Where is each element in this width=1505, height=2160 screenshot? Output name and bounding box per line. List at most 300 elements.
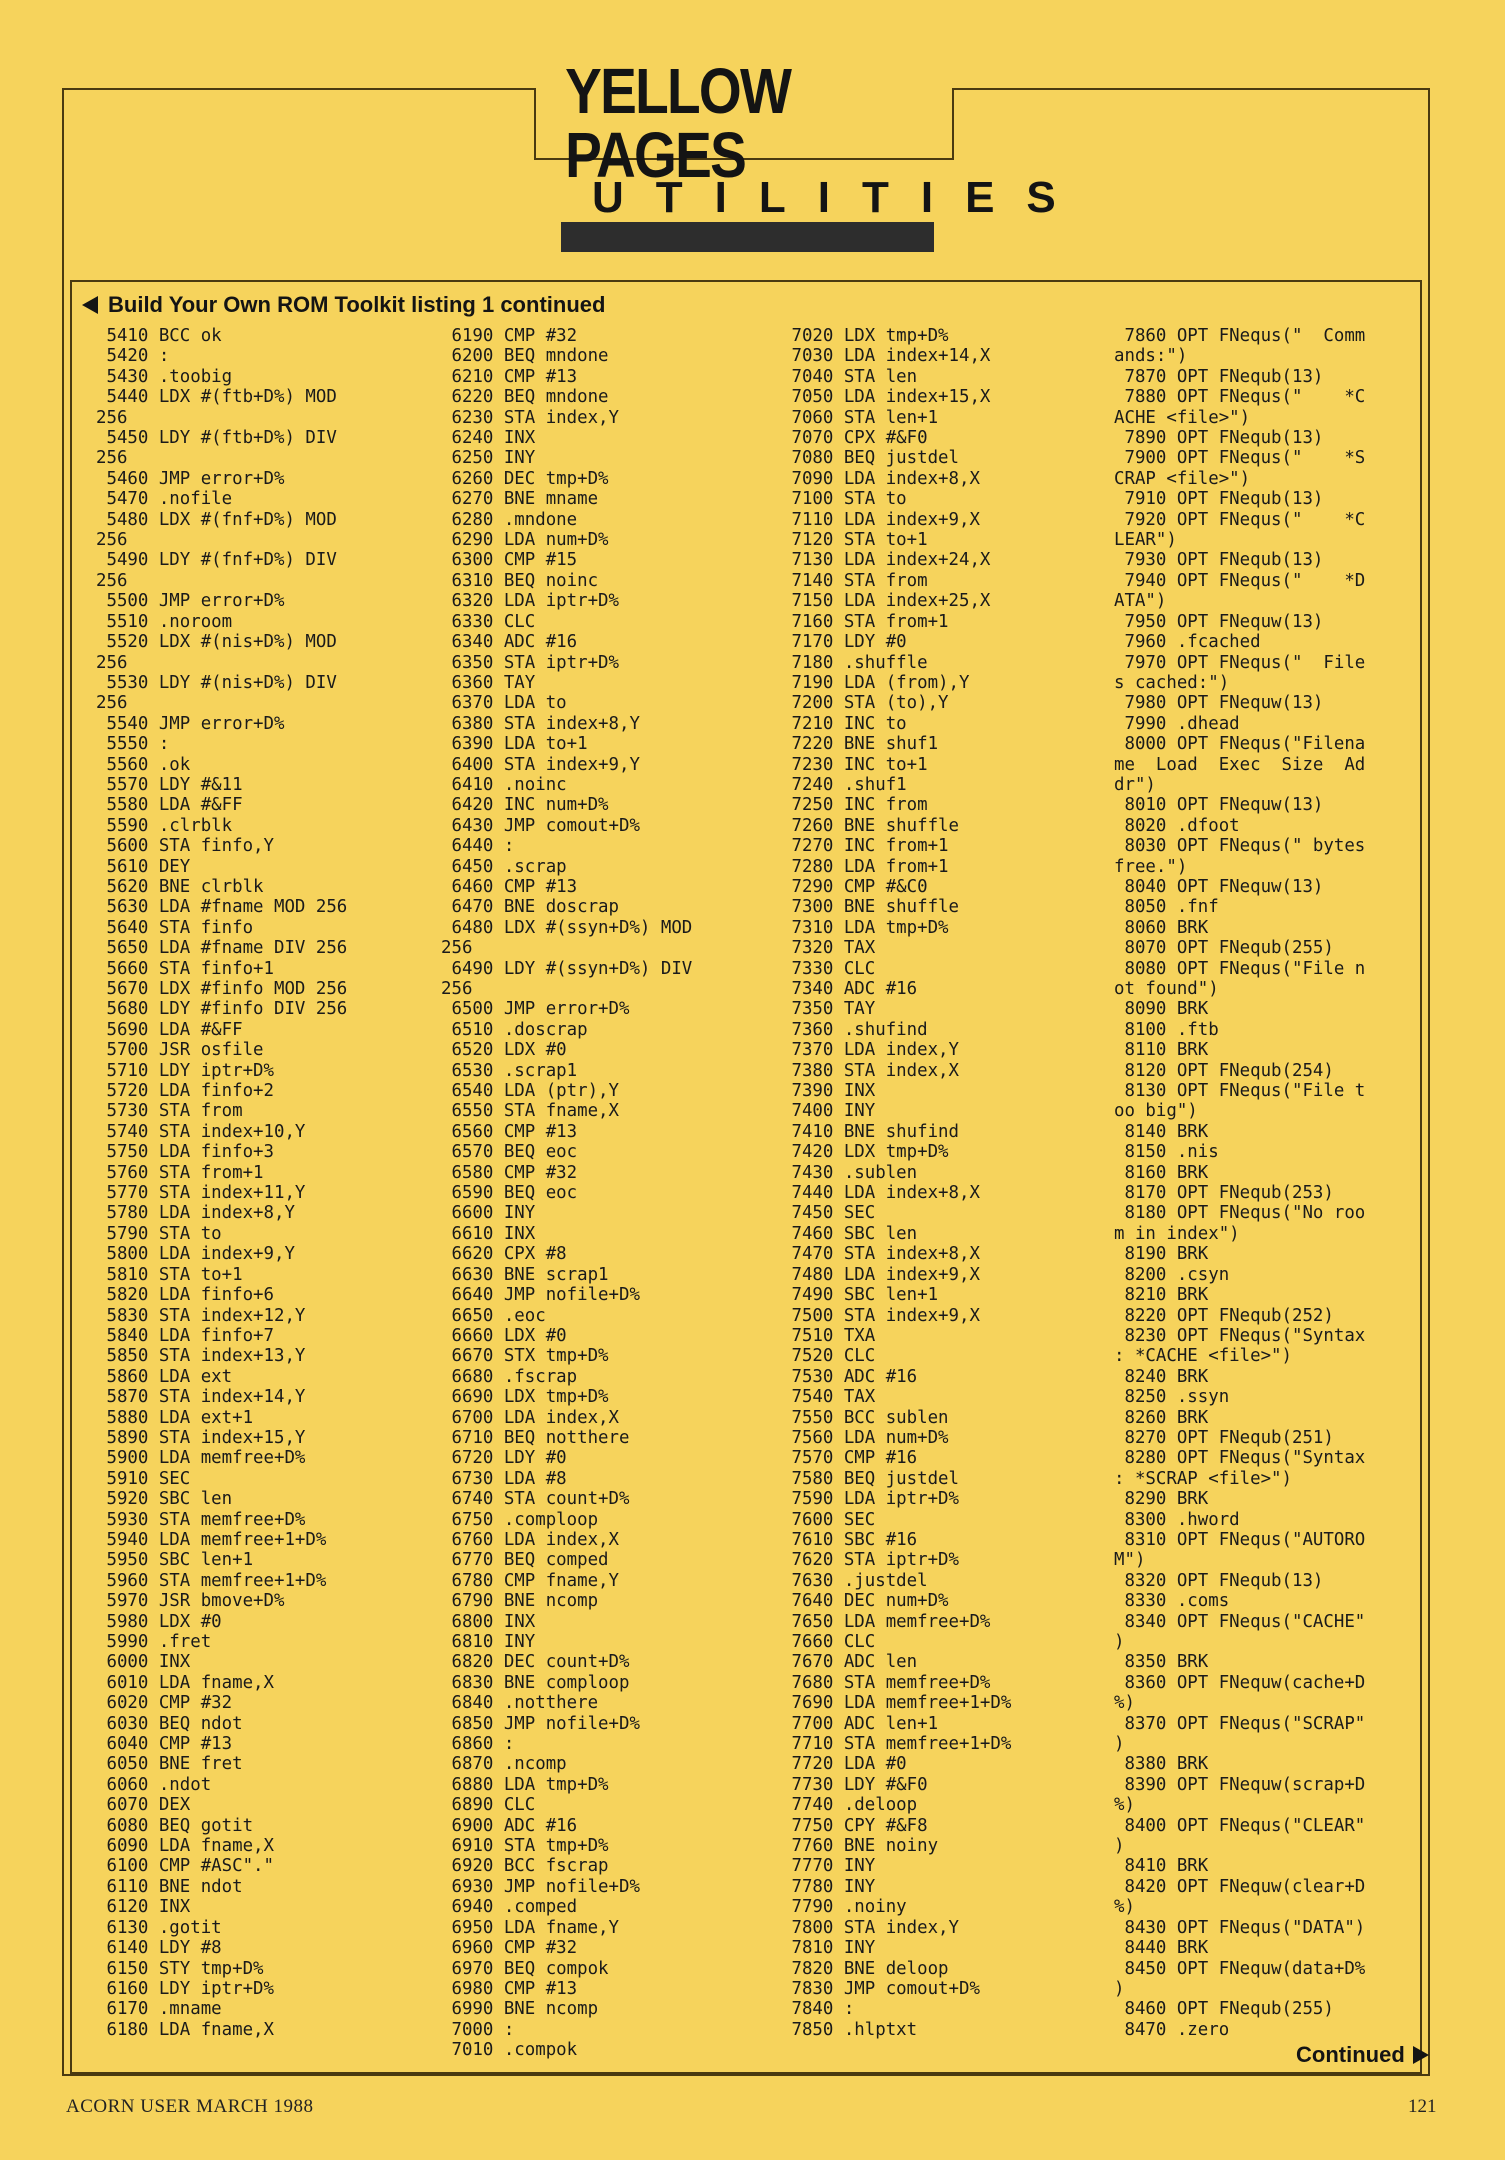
- code-line: 7090 LDA index+8,X: [781, 468, 980, 489]
- code-line: 8100 .ftb: [1114, 1019, 1219, 1040]
- continued-marker: [1296, 2042, 1429, 2068]
- code-line: 7650 LDA memfree+D%: [781, 1611, 991, 1632]
- code-line: 6130 .gotit: [96, 1917, 222, 1938]
- code-line: 7960 .fcached: [1114, 632, 1261, 653]
- code-line: 6390 LDA to+1: [441, 734, 588, 755]
- code-line: 8260 BRK: [1114, 1407, 1209, 1428]
- code-line: 6290 LDA num+D%: [441, 530, 609, 551]
- code-line: 7310 LDA tmp+D%: [781, 917, 949, 938]
- code-line: 5430 .toobig: [96, 366, 233, 387]
- page-title: YELLOW PAGES: [565, 55, 791, 191]
- code-line: 256: [96, 693, 128, 714]
- code-line: 5580 LDA #&FF: [96, 795, 243, 816]
- code-line: 5700 JSR osfile: [96, 1040, 264, 1061]
- code-line: 5460 JMP error+D%: [96, 468, 285, 489]
- code-line: 5510 .noroom: [96, 611, 233, 632]
- code-line: 8430 OPT FNequs("DATA"): [1114, 1917, 1366, 1938]
- code-line: 8080 OPT FNequs("File n: [1114, 958, 1366, 979]
- code-line: 7560 LDA num+D%: [781, 1427, 949, 1448]
- code-line: 7780 INY: [781, 1876, 876, 1897]
- code-line: 5990 .fret: [96, 1632, 212, 1652]
- code-line: 5760 STA from+1: [96, 1162, 264, 1183]
- code-line: 6830 BNE comploop: [441, 1672, 630, 1693]
- code-line: 6250 INY: [441, 448, 536, 469]
- code-line: 5620 BNE clrblk: [96, 876, 264, 897]
- code-line: 5440 LDX #(ftb+D%) MOD: [96, 387, 337, 408]
- code-line: 256: [96, 530, 128, 551]
- code-line: 8160 BRK: [1114, 1162, 1209, 1183]
- code-line: 6950 LDA fname,Y: [441, 1917, 619, 1938]
- code-line: 8030 OPT FNequs(" bytes: [1114, 836, 1366, 857]
- code-line: 6200 BEQ mndone: [441, 346, 609, 367]
- code-line: 8400 OPT FNequs("CLEAR": [1114, 1815, 1366, 1836]
- code-line: 5950 SBC len+1: [96, 1550, 254, 1571]
- code-line: 5880 LDA ext+1: [96, 1407, 254, 1428]
- code-line: 6040 CMP #13: [96, 1734, 233, 1755]
- code-line: 7670 ADC len: [781, 1652, 918, 1673]
- code-line: 7580 BEQ justdel: [781, 1468, 959, 1489]
- code-line: 7480 LDA index+9,X: [781, 1264, 980, 1285]
- code-line: 6230 STA index,Y: [441, 407, 619, 428]
- code-line: 6800 INX: [441, 1611, 536, 1632]
- code-line: 8130 OPT FNequs("File t: [1114, 1081, 1366, 1102]
- code-line: %): [1114, 1897, 1135, 1918]
- code-line: 6990 BNE ncomp: [441, 1999, 599, 2020]
- code-line: 6220 BEQ mndone: [441, 387, 609, 408]
- code-line: 7690 LDA memfree+1+D%: [781, 1693, 1012, 1714]
- code-line: 256: [96, 570, 128, 591]
- code-line: 6330 CLC: [441, 611, 536, 632]
- triangle-left-icon: [82, 296, 98, 314]
- code-line: ): [1114, 1836, 1125, 1857]
- code-line: 6300 CMP #15: [441, 550, 578, 571]
- code-line: 7020 LDX tmp+D%: [781, 326, 949, 346]
- code-line: 6370 LDA to: [441, 693, 567, 714]
- code-line: 7360 .shufind: [781, 1019, 928, 1040]
- code-line: 8190 BRK: [1114, 1244, 1209, 1265]
- code-line: 7030 LDA index+14,X: [781, 346, 991, 367]
- code-line: 7970 OPT FNequs(" File: [1114, 652, 1366, 673]
- code-line: 8300 .hword: [1114, 1509, 1240, 1530]
- code-line: 7220 BNE shuf1: [781, 734, 939, 755]
- code-line: 8140 BRK: [1114, 1121, 1209, 1142]
- code-line: oo big"): [1114, 1101, 1198, 1122]
- code-line: 6840 .notthere: [441, 1693, 599, 1714]
- code-line: 5920 SBC len: [96, 1489, 233, 1510]
- code-line: 7100 STA to: [781, 489, 907, 510]
- code-line: 7350 TAY: [781, 999, 876, 1020]
- code-line: 7060 STA len+1: [781, 407, 939, 428]
- code-line: 7540 TAX: [781, 1387, 876, 1408]
- code-line: 6870 .ncomp: [441, 1754, 567, 1775]
- code-line: 6820 DEC count+D%: [441, 1652, 630, 1673]
- code-line: 7510 TXA: [781, 1325, 876, 1346]
- code-line: 5750 LDA finfo+3: [96, 1142, 274, 1163]
- code-line: 7180 .shuffle: [781, 652, 928, 673]
- code-line: 7110 LDA index+9,X: [781, 509, 980, 530]
- code-line: 6440 :: [441, 836, 515, 857]
- code-line: 7620 STA iptr+D%: [781, 1550, 959, 1571]
- code-line: 8350 BRK: [1114, 1652, 1209, 1673]
- code-line: 6540 LDA (ptr),Y: [441, 1081, 619, 1102]
- code-line: 6150 STY tmp+D%: [96, 1958, 264, 1979]
- code-line: 7890 OPT FNequb(13): [1114, 428, 1324, 449]
- code-line: 6350 STA iptr+D%: [441, 652, 619, 673]
- code-line: 7640 DEC num+D%: [781, 1591, 949, 1612]
- code-line: 6860 :: [441, 1734, 515, 1755]
- code-line: 6670 STX tmp+D%: [441, 1346, 609, 1367]
- code-line: 5560 .ok: [96, 754, 191, 775]
- code-line: 6930 JMP nofile+D%: [441, 1876, 640, 1897]
- code-line: 6320 LDA iptr+D%: [441, 591, 619, 612]
- code-line: 7910 OPT FNequb(13): [1114, 489, 1324, 510]
- code-line: 8380 BRK: [1114, 1754, 1209, 1775]
- code-line: 7500 STA index+9,X: [781, 1305, 980, 1326]
- code-line: ): [1114, 1978, 1125, 1999]
- code-line: 7550 BCC sublen: [781, 1407, 949, 1428]
- code-line: 6740 STA count+D%: [441, 1489, 630, 1510]
- code-line: 8010 OPT FNequw(13): [1114, 795, 1324, 816]
- code-line: 5520 LDX #(nis+D%) MOD: [96, 632, 337, 653]
- code-line: 5740 STA index+10,Y: [96, 1121, 306, 1142]
- code-line: 5790 STA to: [96, 1223, 222, 1244]
- code-line: 5540 JMP error+D%: [96, 713, 285, 734]
- code-line: 7870 OPT FNequb(13): [1114, 366, 1324, 387]
- code-line: 6570 BEQ eoc: [441, 1142, 578, 1163]
- code-line: 5610 DEY: [96, 856, 191, 877]
- code-line: 5450 LDY #(ftb+D%) DIV: [96, 428, 337, 449]
- code-line: 5660 STA finfo+1: [96, 958, 274, 979]
- code-line: 6960 CMP #32: [441, 1938, 578, 1959]
- code-line: 6140 LDY #8: [96, 1938, 222, 1959]
- code-line: 7160 STA from+1: [781, 611, 949, 632]
- code-line: 5690 LDA #&FF: [96, 1019, 243, 1040]
- code-line: ACHE <file>"): [1114, 407, 1251, 428]
- code-line: CRAP <file>"): [1114, 468, 1251, 489]
- code-line: 7010 .compok: [441, 2040, 578, 2061]
- code-line: 7590 LDA iptr+D%: [781, 1489, 959, 1510]
- code-line: 7760 BNE noiny: [781, 1836, 939, 1857]
- code-line: 6650 .eoc: [441, 1305, 546, 1326]
- code-line: 5720 LDA finfo+2: [96, 1081, 274, 1102]
- code-line: 256: [441, 938, 473, 959]
- code-line: 6900 ADC #16: [441, 1815, 578, 1836]
- code-line: 5940 LDA memfree+1+D%: [96, 1529, 327, 1550]
- code-line: 7840 :: [781, 1999, 855, 2020]
- code-line: 8180 OPT FNequs("No roo: [1114, 1203, 1366, 1224]
- code-line: ): [1114, 1734, 1125, 1755]
- code-line: 8460 OPT FNequb(255): [1114, 1999, 1334, 2020]
- code-line: 7370 LDA index,Y: [781, 1040, 959, 1061]
- code-line: 7860 OPT FNequs(" Comm: [1114, 326, 1366, 346]
- code-line: 8420 OPT FNequw(clear+D: [1114, 1876, 1366, 1897]
- code-line: 6710 BEQ notthere: [441, 1427, 630, 1448]
- code-line: 6020 CMP #32: [96, 1693, 233, 1714]
- code-line: 7040 STA len: [781, 366, 918, 387]
- code-line: 7380 STA index,X: [781, 1060, 959, 1081]
- code-line: 7490 SBC len+1: [781, 1285, 939, 1306]
- code-line: 6560 CMP #13: [441, 1121, 578, 1142]
- code-line: 7530 ADC #16: [781, 1366, 918, 1387]
- code-line: 5600 STA finfo,Y: [96, 836, 274, 857]
- code-line: 7050 LDA index+15,X: [781, 387, 991, 408]
- code-line: ot found"): [1114, 979, 1219, 999]
- code-line: 8340 OPT FNequs("CACHE": [1114, 1611, 1366, 1632]
- code-line: 6630 BNE scrap1: [441, 1264, 609, 1285]
- code-line: 6090 LDA fname,X: [96, 1836, 274, 1857]
- code-line: 6690 LDX tmp+D%: [441, 1387, 609, 1408]
- code-line: 7200 STA (to),Y: [781, 693, 949, 714]
- code-line: 7520 CLC: [781, 1346, 876, 1367]
- code-line: 7730 LDY #&F0: [781, 1774, 928, 1795]
- masthead-box: [534, 55, 954, 191]
- code-line: : *SCRAP <file>"): [1114, 1468, 1292, 1489]
- code-line: 6240 INX: [441, 428, 536, 449]
- code-line: 7400 INY: [781, 1101, 876, 1122]
- code-line: 8110 BRK: [1114, 1040, 1209, 1061]
- code-line: 5930 STA memfree+D%: [96, 1509, 306, 1530]
- code-line: 6280 .mndone: [441, 509, 578, 530]
- code-line: 6850 JMP nofile+D%: [441, 1713, 640, 1734]
- code-line: 6750 .comploop: [441, 1509, 599, 1530]
- code-line: 7950 OPT FNequw(13): [1114, 611, 1324, 632]
- code-line: 6260 DEC tmp+D%: [441, 468, 609, 489]
- code-line: 7900 OPT FNequs(" *S: [1114, 448, 1366, 469]
- code-line: 7980 OPT FNequw(13): [1114, 693, 1324, 714]
- code-line: 6980 CMP #13: [441, 1978, 578, 1999]
- code-line: 7000 :: [441, 2019, 515, 2040]
- code-line: 6070 DEX: [96, 1795, 191, 1816]
- code-line: 8270 OPT FNequb(251): [1114, 1427, 1334, 1448]
- code-line: M"): [1114, 1550, 1146, 1571]
- code-line: dr"): [1114, 774, 1156, 795]
- code-line: 6110 BNE ndot: [96, 1876, 243, 1897]
- code-line: 7170 LDY #0: [781, 632, 907, 653]
- code-line: 7080 BEQ justdel: [781, 448, 959, 469]
- code-line: 7920 OPT FNequs(" *C: [1114, 509, 1366, 530]
- code-line: 8330 .coms: [1114, 1591, 1230, 1612]
- code-line: 7300 BNE shuffle: [781, 897, 959, 918]
- code-line: 6210 CMP #13: [441, 366, 578, 387]
- code-line: 5490 LDY #(fnf+D%) DIV: [96, 550, 337, 571]
- code-line: 8120 OPT FNequb(254): [1114, 1060, 1334, 1081]
- code-line: 8060 BRK: [1114, 917, 1209, 938]
- code-line: 6970 BEQ compok: [441, 1958, 609, 1979]
- code-line: 7940 OPT FNequs(" *D: [1114, 570, 1366, 591]
- code-line: 256: [96, 407, 128, 428]
- code-line: 6530 .scrap1: [441, 1060, 578, 1081]
- code-line: 5480 LDX #(fnf+D%) MOD: [96, 509, 337, 530]
- code-line: 7270 INC from+1: [781, 836, 949, 857]
- code-line: 8360 OPT FNequw(cache+D: [1114, 1672, 1366, 1693]
- code-line: 7210 INC to: [781, 713, 907, 734]
- code-line: 6590 BEQ eoc: [441, 1183, 578, 1204]
- code-line: %): [1114, 1693, 1135, 1714]
- code-line: %): [1114, 1795, 1135, 1816]
- code-line: 6270 BNE mname: [441, 489, 599, 510]
- code-line: 7230 INC to+1: [781, 754, 928, 775]
- code-line: 7800 STA index,Y: [781, 1917, 959, 1938]
- code-line: 7850 .hlptxt: [781, 2019, 918, 2040]
- code-line: 5730 STA from: [96, 1101, 243, 1122]
- footer-page-number: 121: [1408, 2096, 1437, 2117]
- code-line: 8230 OPT FNequs("Syntax: [1114, 1325, 1366, 1346]
- code-line: 6880 LDA tmp+D%: [441, 1774, 609, 1795]
- code-line: 6380 STA index+8,Y: [441, 713, 640, 734]
- code-line: 7140 STA from: [781, 570, 928, 591]
- code-line: 6310 BEQ noinc: [441, 570, 599, 591]
- code-line: 6700 LDA index,X: [441, 1407, 619, 1428]
- code-line: 8250 .ssyn: [1114, 1387, 1230, 1408]
- code-line: 7600 SEC: [781, 1509, 876, 1530]
- code-line: 6400 STA index+9,Y: [441, 754, 640, 775]
- code-line: 256: [96, 448, 128, 469]
- code-line: 7750 CPY #&F8: [781, 1815, 928, 1836]
- code-line: s cached:"): [1114, 672, 1230, 693]
- code-line: 5670 LDX #finfo MOD 256: [96, 979, 348, 999]
- code-line: 7990 .dhead: [1114, 713, 1240, 734]
- code-line: 7680 STA memfree+D%: [781, 1672, 991, 1693]
- code-line: 8220 OPT FNequb(252): [1114, 1305, 1334, 1326]
- code-line: 5500 JMP error+D%: [96, 591, 285, 612]
- code-line: 7810 INY: [781, 1938, 876, 1959]
- code-line: 6920 BCC fscrap: [441, 1856, 609, 1877]
- footer-publication: ACORN USER MARCH 1988: [66, 2096, 314, 2117]
- code-line: 6600 INY: [441, 1203, 536, 1224]
- code-line: 5800 LDA index+9,Y: [96, 1244, 295, 1265]
- code-line: 7430 .sublen: [781, 1162, 918, 1183]
- code-line: 7150 LDA index+25,X: [781, 591, 991, 612]
- code-line: 5820 LDA finfo+6: [96, 1285, 274, 1306]
- code-line: 6170 .mname: [96, 1999, 222, 2020]
- code-line: ATA"): [1114, 591, 1167, 612]
- code-line: 6340 ADC #16: [441, 632, 578, 653]
- code-line: 6810 INY: [441, 1632, 536, 1652]
- code-line: 8320 OPT FNequb(13): [1114, 1570, 1324, 1591]
- code-line: 8470 .zero: [1114, 2019, 1230, 2040]
- code-line: 5770 STA index+11,Y: [96, 1183, 306, 1204]
- code-line: 5780 LDA index+8,Y: [96, 1203, 295, 1224]
- code-line: 5870 STA index+14,Y: [96, 1387, 306, 1408]
- code-line: 7770 INY: [781, 1856, 876, 1877]
- code-line: 8170 OPT FNequb(253): [1114, 1183, 1334, 1204]
- code-line: 7880 OPT FNequs(" *C: [1114, 387, 1366, 408]
- code-line: 6430 JMP comout+D%: [441, 815, 640, 836]
- code-line: 7470 STA index+8,X: [781, 1244, 980, 1265]
- listing-column-1: [96, 326, 412, 2040]
- code-line: 256: [96, 652, 128, 673]
- listing-column-4: [1114, 326, 1416, 2040]
- code-line: 7390 INX: [781, 1081, 876, 1102]
- code-line: 7660 CLC: [781, 1632, 876, 1652]
- code-line: 6730 LDA #8: [441, 1468, 567, 1489]
- code-line: 6940 .comped: [441, 1897, 578, 1918]
- code-line: 5840 LDA finfo+7: [96, 1325, 274, 1346]
- code-line: 8310 OPT FNequs("AUTORO: [1114, 1529, 1366, 1550]
- code-line: 6490 LDY #(ssyn+D%) DIV: [441, 958, 693, 979]
- code-line: : *CACHE <file>"): [1114, 1346, 1292, 1367]
- code-line: 6420 INC num+D%: [441, 795, 609, 816]
- code-line: 5970 JSR bmove+D%: [96, 1591, 285, 1612]
- code-line: 7930 OPT FNequb(13): [1114, 550, 1324, 571]
- listing-column-2: [441, 326, 757, 2061]
- code-line: 7700 ADC len+1: [781, 1713, 939, 1734]
- code-line: 6760 LDA index,X: [441, 1529, 619, 1550]
- code-line: 6120 INX: [96, 1897, 191, 1918]
- code-line: 8280 OPT FNequs("Syntax: [1114, 1448, 1366, 1469]
- code-line: 7280 LDA from+1: [781, 856, 949, 877]
- code-line: 6580 CMP #32: [441, 1162, 578, 1183]
- code-line: 6790 BNE ncomp: [441, 1591, 599, 1612]
- code-line: 7340 ADC #16: [781, 979, 918, 999]
- code-line: 6720 LDY #0: [441, 1448, 567, 1469]
- code-line: 6160 LDY iptr+D%: [96, 1978, 274, 1999]
- code-line: 5530 LDY #(nis+D%) DIV: [96, 672, 337, 693]
- code-line: 7420 LDX tmp+D%: [781, 1142, 949, 1163]
- code-line: 7290 CMP #&C0: [781, 876, 928, 897]
- code-line: 8150 .nis: [1114, 1142, 1219, 1163]
- code-line: 6450 .scrap: [441, 856, 567, 877]
- code-line: ): [1114, 1632, 1125, 1652]
- code-line: 5900 LDA memfree+D%: [96, 1448, 306, 1469]
- code-line: 6190 CMP #32: [441, 326, 578, 346]
- code-line: 6360 TAY: [441, 672, 536, 693]
- code-line: 5710 LDY iptr+D%: [96, 1060, 274, 1081]
- code-line: 5650 LDA #fname DIV 256: [96, 938, 348, 959]
- code-line: m in index"): [1114, 1223, 1240, 1244]
- code-line: 7130 LDA index+24,X: [781, 550, 991, 571]
- code-line: 8070 OPT FNequb(255): [1114, 938, 1334, 959]
- triangle-right-icon: [1413, 2046, 1429, 2064]
- code-line: 8240 BRK: [1114, 1366, 1209, 1387]
- code-line: 7260 BNE shuffle: [781, 815, 959, 836]
- code-line: 5830 STA index+12,Y: [96, 1305, 306, 1326]
- code-line: 7790 .noiny: [781, 1897, 907, 1918]
- section-title: UTILITIES: [592, 173, 1088, 222]
- code-line: 8410 BRK: [1114, 1856, 1209, 1877]
- code-line: LEAR"): [1114, 530, 1177, 551]
- code-line: 8390 OPT FNequw(scrap+D: [1114, 1774, 1366, 1795]
- code-line: 7720 LDA #0: [781, 1754, 907, 1775]
- code-line: 8200 .csyn: [1114, 1264, 1230, 1285]
- code-line: 7070 CPX #&F0: [781, 428, 928, 449]
- code-line: 5550 :: [96, 734, 170, 755]
- code-line: 6470 BNE doscrap: [441, 897, 619, 918]
- code-line: 7460 SBC len: [781, 1223, 918, 1244]
- code-line: 5890 STA index+15,Y: [96, 1427, 306, 1448]
- code-line: 6030 BEQ ndot: [96, 1713, 243, 1734]
- code-line: 6780 CMP fname,Y: [441, 1570, 619, 1591]
- code-line: 6000 INX: [96, 1652, 191, 1673]
- code-line: 6460 CMP #13: [441, 876, 578, 897]
- code-line: 5590 .clrblk: [96, 815, 233, 836]
- section-bar: [561, 222, 934, 252]
- code-line: 6100 CMP #ASC".": [96, 1856, 274, 1877]
- code-line: me Load Exec Size Ad: [1114, 754, 1366, 775]
- code-line: 5910 SEC: [96, 1468, 191, 1489]
- code-line: 6770 BEQ comped: [441, 1550, 609, 1571]
- listing-column-3: [781, 326, 1097, 2040]
- code-line: 6010 LDA fname,X: [96, 1672, 274, 1693]
- code-line: 7610 SBC #16: [781, 1529, 918, 1550]
- code-line: 5420 :: [96, 346, 170, 367]
- code-line: 7630 .justdel: [781, 1570, 928, 1591]
- code-line: 6550 STA fname,X: [441, 1101, 619, 1122]
- listing-title: Build Your Own ROM Toolkit listing 1 continued: [108, 292, 606, 317]
- code-line: 5470 .nofile: [96, 489, 233, 510]
- code-line: 8050 .fnf: [1114, 897, 1219, 918]
- listing-header: [82, 288, 605, 322]
